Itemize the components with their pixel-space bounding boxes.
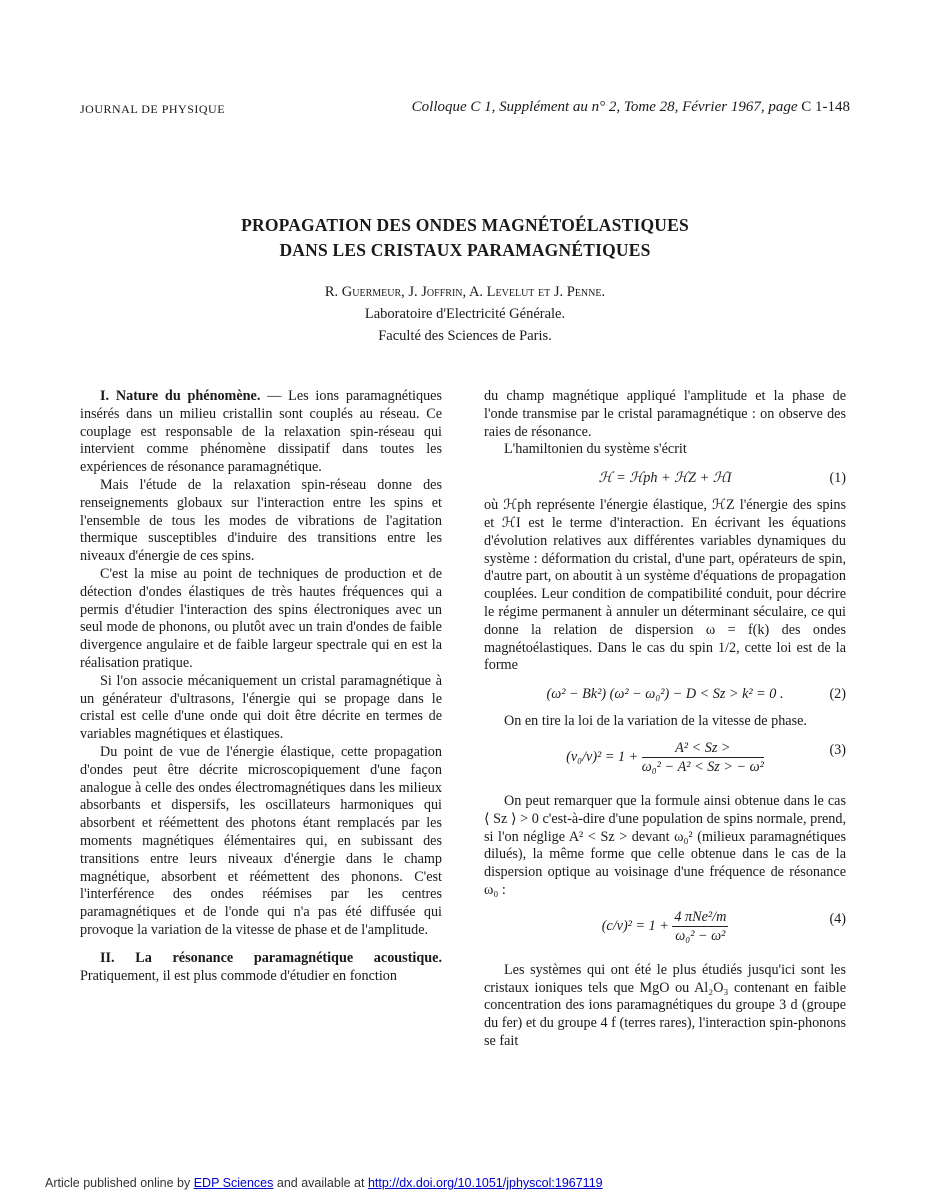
section-heading: I. Nature du phénomène.	[100, 388, 261, 404]
paragraph: Du point de vue de l'énergie élastique, cette propagation d'ondes peut être décrite microscopiquement d'une façon analogue à celle des ondes électromagnétiques dans les milieux absorbants et dispersifs, les oscillateurs harmoniques qui absorbent et réémettent des photons étant remplacés par les moments magnétiques élémentaires qui, en subissant des transitions entre leurs niveaux d'énergie dans le champ magnétique, absorbent et réémettent des phonons. C'est l'interférence des ondes réémises par les centres paramagnétiques et de l'onde qui n'a pas été diffusée qui provoque la variation de la vitesse de phase et de l'amplitude.	[80, 743, 442, 938]
colloque-info: Colloque C 1, Supplément au n° 2, Tome 28, Février 1967, page	[411, 99, 798, 115]
affiliation-lab: Laboratoire d'Electricité Générale.	[364, 306, 566, 322]
equation-3: (v₀/v)² = 1 + $\frac{\text{A² < Sz >}}{\text{ω₀² − A² < Sz > − ω²}}$ (3)	[566, 739, 846, 775]
paragraph: Les systèmes qui ont été le plus étudiés jusqu'ici sont les cristaux ioniques tels que MgO ou Al₂O₃ contenant en faible concentration des ions paramagnétiques du groupe 3 d (groupe du fer) et du groupe 4 f (terres rares), l'interaction spin-phonons se fait	[484, 961, 846, 1049]
author-names: R. Guermeur, J. Joffrin, A. Levelut et J. Penne.	[324, 284, 606, 300]
equation-number: (2)	[829, 686, 846, 703]
publication-footer: Article published online by EDP Sciences and available at http://dx.doi.org/10.1051/jphyscol:1967119	[45, 1176, 603, 1190]
paragraph: I. Nature du phénomène. — Les ions paramagnétiques insérés dans un milieu cristallin sont couplés au réseau. Ce couplage est responsable de la relaxation spin-réseau qui intervient comme phénomène dissipatif dans toutes les expériences de résonance paramagnétique.	[80, 388, 442, 476]
affiliation-faculty: Faculté des Sciences de Paris.	[378, 328, 552, 344]
paragraph: où ℋph représente l'énergie élastique, ℋZ l'énergie des spins et ℋI est le terme d'interaction. En écrivant les équations d'évolution relatives aux différentes variables dynamiques du système : déformation du cristal, d'une part, opérateurs de spin, d'autre part, on aboutit à un système d'équations de propagation couplées. Leur condition de compatibilité conduit, pour décrire le régime permanent à annuler un déterminant séculaire, ce qui donne la relation de dispersion ω = f(k) des ondes magnétoélastiques. Dans le cas du spin 1/2, cette loi est de la forme	[484, 497, 846, 674]
section-heading: II. La résonance paramagnétique acoustique.	[100, 949, 442, 966]
equation-2: (ω² − Bk²) (ω² − ω₀²) − D < Sz > k² = 0 . (2)	[484, 683, 846, 705]
running-header	[412, 99, 850, 116]
paragraph: du champ magnétique appliqué l'amplitude et la phase de l'onde transmise par le cristal paramagnétique : on observe des raies de résonance.	[484, 388, 846, 440]
title-line-1: PROPAGATION DES ONDES MAGNÉTOÉLASTIQUES	[241, 215, 689, 235]
paragraph: C'est la mise au point de techniques de production et de détection d'ondes élastiques de très hautes fréquences qui a permis d'étudier l'interaction des spins électroniques avec un seul mode de phonons, ou plutôt avec un train d'ondes de faible divergence angulaire et de faible largeur spectrale qui en est la réalisation pratique.	[80, 565, 442, 671]
equation-number: (1)	[829, 470, 846, 487]
equation-number: (3)	[829, 741, 846, 758]
right-column	[484, 388, 846, 1051]
paragraph: L'hamiltonien du système s'écrit	[504, 441, 687, 458]
page-number: C 1-148	[801, 99, 850, 115]
equation-4: (c/v)² = 1 + $\frac{\text{4 πNe²/m}}{\text{ω₀² − ω²}}$ (4)	[601, 908, 846, 944]
left-column	[80, 388, 442, 985]
paragraph: Mais l'étude de la relaxation spin-réseau donne des renseignements globaux sur l'interaction entre les spins et l'ensemble de tous les modes de vibrations de l'agitation thermique susceptibles d'induire des transitions entre les niveaux d'énergie de ces spins.	[80, 476, 442, 565]
journal-name: JOURNAL DE PHYSIQUE	[80, 102, 226, 116]
title-line-2: DANS LES CRISTAUX PARAMAGNÉTIQUES	[279, 240, 651, 260]
equation-number: (4)	[829, 910, 846, 927]
equation-1: ℋ = ℋph + ℋZ + ℋI (1)	[484, 467, 846, 489]
article-title	[0, 213, 930, 263]
paragraph: On peut remarquer que la formule ainsi obtenue dans le cas ⟨ Sz ⟩ > 0 c'est-à-dire d'une population de spins normale, prend, si l'on néglige A² < Sz > devant ω₀² (milieux paramagnétiques dilués), la même forme que celle obtenue dans le cas de la dispersion optique au voisinage d'une fréquence de résonance ω₀ :	[484, 792, 846, 898]
author-block	[0, 281, 930, 347]
paragraph: Si l'on associe mécaniquement un cristal paramagnétique à un générateur d'ultrasons, l'énergie qui se propage dans le cristal est celle d'une onde qui doit être décrite en termes de variables magnétiques et élastiques.	[80, 672, 442, 743]
publisher-link[interactable]: EDP Sciences	[193, 1176, 274, 1190]
paragraph: On en tire la loi de la variation de la vitesse de phase.	[504, 713, 807, 730]
paragraph: II. La résonance paramagnétique acoustique. Pratiquement, il est plus commode d'étudier en fonction	[80, 949, 442, 984]
doi-link[interactable]: http://dx.doi.org/10.1051/jphyscol:1967119	[367, 1176, 603, 1190]
